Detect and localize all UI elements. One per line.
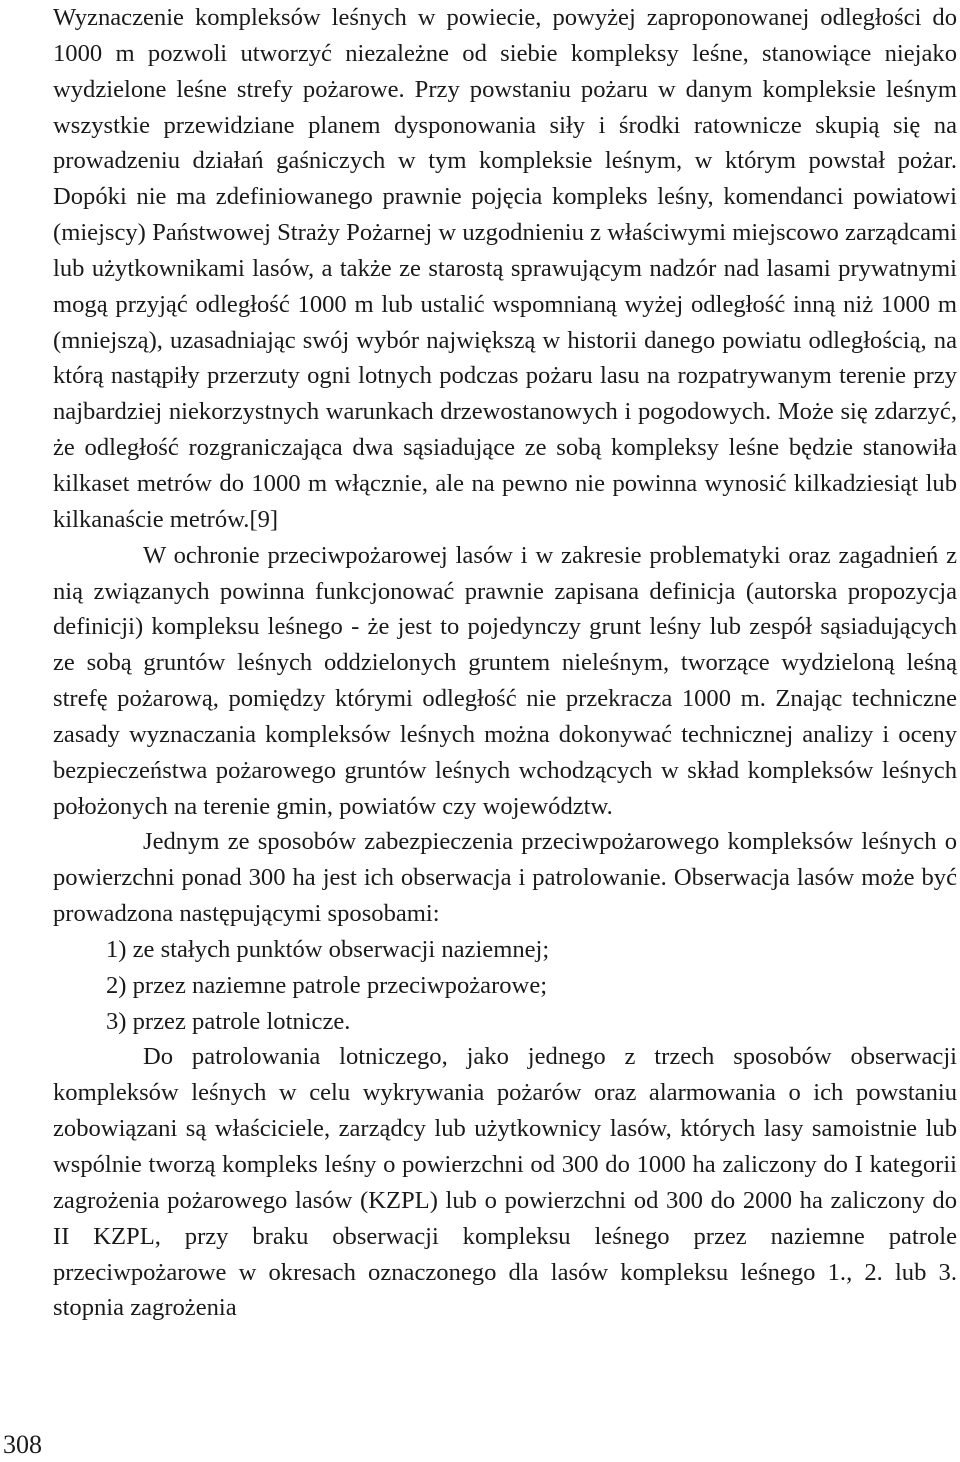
paragraph-aerial-patrol: Do patrolowania lotniczego, jako jednego z trzech sposobów obserwacji kompleksów leśnych w celu wykrywania pożarów oraz alarmowania o ich powstaniu zobowiązani są właściciele, zarządcy lub użytkownicy lasów, których lasy samoistnie lub wspólnie tworzą kompleks leśny o powierzchni od 300 do 1000 ha zaliczony do I kategorii zagrożenia pożarowego lasów (KZPL) lub o powierzchni od 300 do 2000 ha zaliczony do II KZPL, przy braku obserwacji kompleksu leśnego przez naziemne patrole przeciwpożarowe w okresach oznaczonego dla lasów kompleksu leśnego 1., 2. lub 3. stopnia zagrożenia [53, 1043, 957, 1322]
list-item: 1) ze stałych punktów obserwacji naziemnej; [106, 935, 550, 963]
list-item: 3) przez patrole lotnicze. [106, 1007, 351, 1035]
paragraph-observation-methods: Jednym ze sposobów zabezpieczenia przeciwpożarowego kompleksów leśnych o powierzchni ponad 300 ha jest ich obserwacja i patrolowanie. Obserwacja lasów może być prowadzona następującymi sposobami: [53, 828, 957, 928]
document-page [53, 0, 957, 1326]
paragraph-forest-complexes: Wyznaczenie kompleksów leśnych w powiecie, powyżej zaproponowanej odległości do 1000 m pozwoli utworzyć niezależne od siebie kompleksy leśne, stanowiące niejako wydzielone leśne strefy pożarowe. Przy powstaniu pożaru w danym kompleksie leśnym wszystkie przewidziane planem dysponowania siły i środki ratownicze skupią się na prowadzeniu działań gaśniczych w tym kompleksie leśnym, w którym powstał pożar. Dopóki nie ma zdefiniowanego prawnie pojęcia kompleks leśny, komendanci powiatowi (miejscy) Państwowej Straży Pożarnej w uzgodnieniu z właściwymi miejscowo zarządcami lub użytkownikami lasów, a także ze starostą sprawującym nadzór nad lasami prywatnymi mogą przyjąć odległość 1000 m lub ustalić wspomnianą wyżej odległość inną niż 1000 m (mniejszą), uzasadniając swój wybór największą w historii danego powiatu odległością, na którą nastąpiły przerzuty ogni lotnych podczas pożaru lasu na rozpatrywanym terenie przy najbardziej niekorzystnych warunkach drzewostanowych i pogodowych. Może się zdarzyć, że odległość rozgraniczająca dwa sąsiadujące ze sobą kompleksy leśne będzie stanowiła kilkaset metrów do 1000 m włącznie, ale na pewno nie powinna wynosić kilkadziesiąt lub kilkanaście metrów.[9] [53, 4, 957, 533]
list-item: 2) przez naziemne patrole przeciwpożarowe; [106, 971, 548, 999]
page-number: 308 [3, 1430, 42, 1459]
paragraph-definition-proposal: W ochronie przeciwpożarowej lasów i w zakresie problematyki oraz zagadnień z nią związanych powinna funkcjonować prawnie zapisana definicja (autorska propozycja definicji) kompleksu leśnego - że jest to pojedynczy grunt leśny lub zespół sąsiadujących ze sobą gruntów leśnych oddzielonych gruntem nieleśnym, tworzące wydzieloną leśną strefę pożarową, pomiędzy którymi odległość nie przekracza 1000 m. Znając techniczne zasady wyznaczania kompleksów leśnych można dokonywać technicznej analizy i oceny bezpieczeństwa pożarowego gruntów leśnych wchodzących w skład kompleksów leśnych położonych na terenie gmin, powiatów czy województw. [53, 541, 957, 820]
observation-methods-list [53, 932, 957, 1040]
